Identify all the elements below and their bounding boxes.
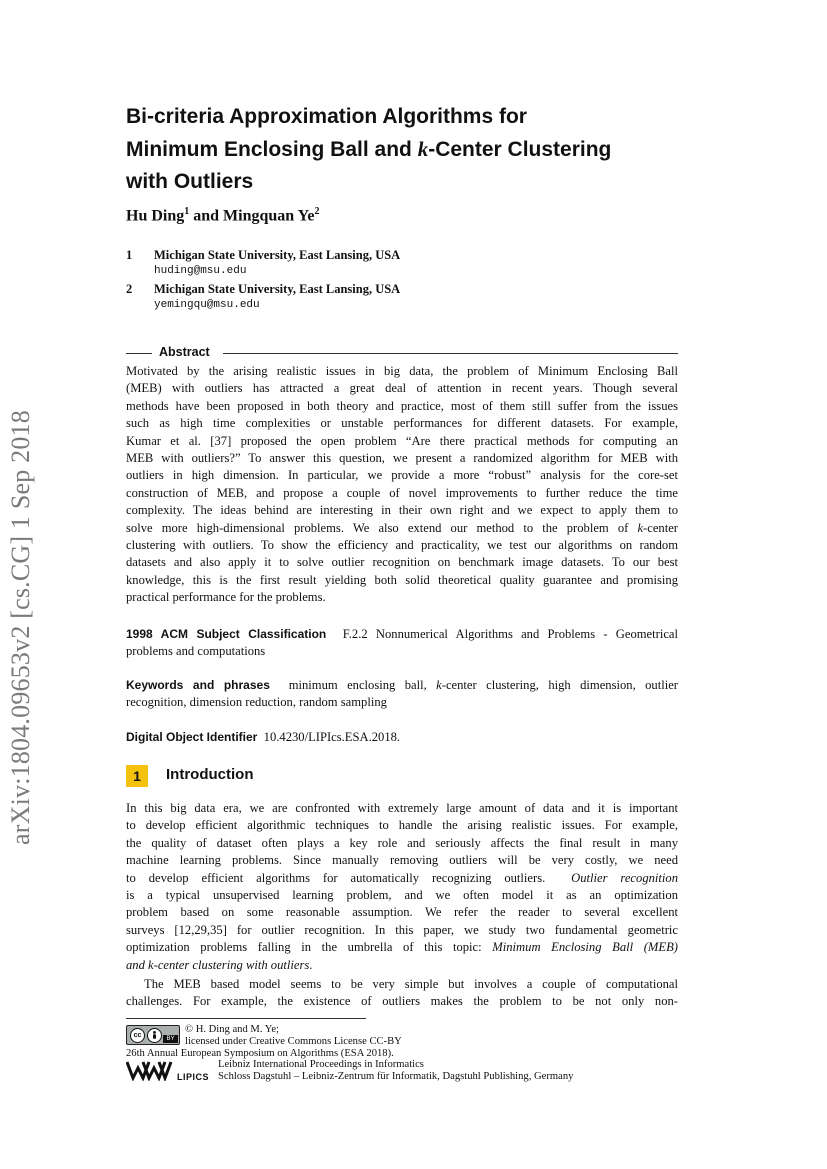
text-line: optimization problems falling in the umbrella of this topic: Minimum Enclosing Ball (MEB): [126, 940, 679, 955]
cc-by-license-badge[interactable]: [126, 1025, 180, 1045]
keywords: [126, 677, 678, 712]
author-affiliation-marker: 1: [184, 206, 190, 217]
affiliation-institution: Michigan State University, East Lansing, USA: [154, 282, 401, 296]
lipics-logo-icon: [126, 1059, 174, 1081]
text-line: problem based on some reasonable assumption. We refer the reader to several excellent: [126, 905, 678, 920]
creative-commons-icon: cc: [130, 1028, 145, 1043]
divider: [126, 353, 152, 354]
text-line: is a typical unsupervised learning problem, and we often model it as an optimization: [126, 888, 678, 903]
text-line: and k-center clustering with outliers.: [126, 957, 313, 972]
license-line: licensed under Creative Commons License CC-BY: [185, 1036, 402, 1047]
intro-paragraph-1: [126, 800, 678, 974]
title-line-2: Minimum Enclosing Ball and k-Center Clustering: [126, 137, 612, 161]
text-line: construction of MEB, and propose a couple of novel improvements to further reduce the time: [126, 485, 678, 500]
title-line-1: Bi-criteria Approximation Algorithms for: [126, 105, 527, 128]
keywords-label: Keywords and phrases: [126, 678, 270, 692]
section-title: Introduction: [166, 766, 254, 783]
text-line: The MEB based model seems to be very simple but involves a couple of computational: [144, 977, 678, 991]
text-line: complexity. The ideas behind are interesting in their own right and we expect to apply them to: [126, 503, 678, 518]
text-line: recognition, dimension reduction, random sampling: [126, 695, 387, 710]
text-line: problems and computations: [126, 644, 266, 659]
text-line: to develop efficient algorithms for automatically recognizing outliers. Outlier recognition: [126, 870, 678, 885]
text-line: datasets and also apply it to solve outlier recognition on benchmark image datasets. To our best: [126, 555, 678, 570]
attribution-person-icon: [147, 1028, 162, 1043]
text-line: practical performance for the problems.: [126, 590, 326, 605]
text-line: 1998 ACM Subject Classification F.2.2 Nonnumerical Algorithms and Problems - Geometrical: [126, 627, 679, 641]
title-line-3: with Outliers: [126, 170, 254, 193]
text-line: Kumar et al. [37] proposed the open problem “Are there practical methods for computing an: [126, 433, 678, 448]
doi-value[interactable]: 10.4230/LIPIcs.ESA.2018.: [263, 730, 401, 744]
text-line: clustering with outliers. To show the efficiency and practicality, we test our algorithms on random: [126, 538, 678, 553]
text-line: to develop efficient algorithmic techniques to handle the arising realistic issues. For example,: [126, 818, 678, 833]
copyright-line: © H. Ding and M. Ye;: [185, 1024, 279, 1035]
text-line: [126, 729, 678, 746]
section-number: 1: [126, 765, 148, 787]
lipics-label: LIPICS: [177, 1072, 210, 1082]
abstract-body: [126, 363, 678, 607]
text-line: Keywords and phrases minimum enclosing ball, k-center clustering, high dimension, outlier: [126, 678, 679, 692]
publisher-line: Schloss Dagstuhl – Leibniz-Zentrum für Informatik, Dagstuhl Publishing, Germany: [218, 1071, 574, 1082]
text-line: such as high time complexities or unstable performances for different datasets. For example,: [126, 416, 678, 431]
text-line: machine learning problems. Since manually removing outliers will be very costly, we need: [126, 853, 678, 868]
author-name: Hu Ding: [126, 207, 185, 225]
footer-divider: [126, 1018, 366, 1019]
text-line: outliers in high dimension. In particular, we provide a more “robust” analysis for the core-set: [126, 468, 678, 483]
paper-title: [126, 101, 726, 198]
arxiv-identifier: arXiv:1804.09653v2 [cs.CG] 1 Sep 2018: [6, 410, 35, 845]
text-line: knowledge, this is the first result yielding both solid theoretical quality guarantee and promising: [126, 572, 678, 587]
author-email[interactable]: yemingqu@msu.edu: [154, 299, 260, 311]
affiliation-number: 1: [126, 248, 133, 262]
divider: [223, 353, 678, 354]
abstract-heading: [126, 345, 678, 361]
acm-classification-label: 1998 ACM Subject Classification: [126, 627, 327, 641]
author-email[interactable]: huding@msu.edu: [154, 265, 247, 277]
author-name: Mingquan Ye: [223, 207, 315, 225]
author-list: [126, 206, 319, 225]
text-line: challenges. For example, the existence of outliers makes the problem to be not only non-: [126, 994, 678, 1009]
author-affiliation-marker: 2: [314, 206, 320, 217]
text-line: solve more high-dimensional problems. We also extend our method to the problem of k-center: [126, 520, 678, 535]
text-line: MEB with outliers?” To answer this question, we present a randomized algorithm for MEB with: [126, 451, 678, 466]
abstract-label: Abstract: [159, 345, 210, 359]
author-separator: and: [189, 207, 224, 225]
affiliation-institution: Michigan State University, East Lansing, USA: [154, 248, 401, 262]
series-line: Leibniz International Proceedings in Informatics: [218, 1059, 424, 1070]
text-line: Motivated by the arising realistic issues in big data, the problem of Minimum Enclosing Ball: [126, 364, 678, 378]
doi: [126, 729, 678, 746]
venue-line: 26th Annual European Symposium on Algorithms (ESA 2018).: [126, 1048, 394, 1059]
text-line: (MEB) with outliers has attracted a great deal of attention in recent years. Though several: [126, 381, 678, 396]
acm-classification: [126, 626, 678, 661]
text-line: In this big data era, we are confronted with extremely large amount of data and it is important: [126, 801, 678, 815]
doi-label: Digital Object Identifier: [126, 730, 258, 744]
intro-paragraph-2: [126, 976, 678, 1011]
affiliation-number: 2: [126, 282, 133, 296]
text-line: methods have been proposed in both theory and practice, most of them still suffer from the issues: [126, 398, 678, 413]
by-label: BY: [163, 1035, 178, 1043]
text-line: the quality of dataset often plays a key role and seriously affects the final result in many: [126, 835, 678, 850]
text-line: surveys [12,29,35] for outlier recognition. In this paper, we study two fundamental geometric: [126, 922, 678, 937]
